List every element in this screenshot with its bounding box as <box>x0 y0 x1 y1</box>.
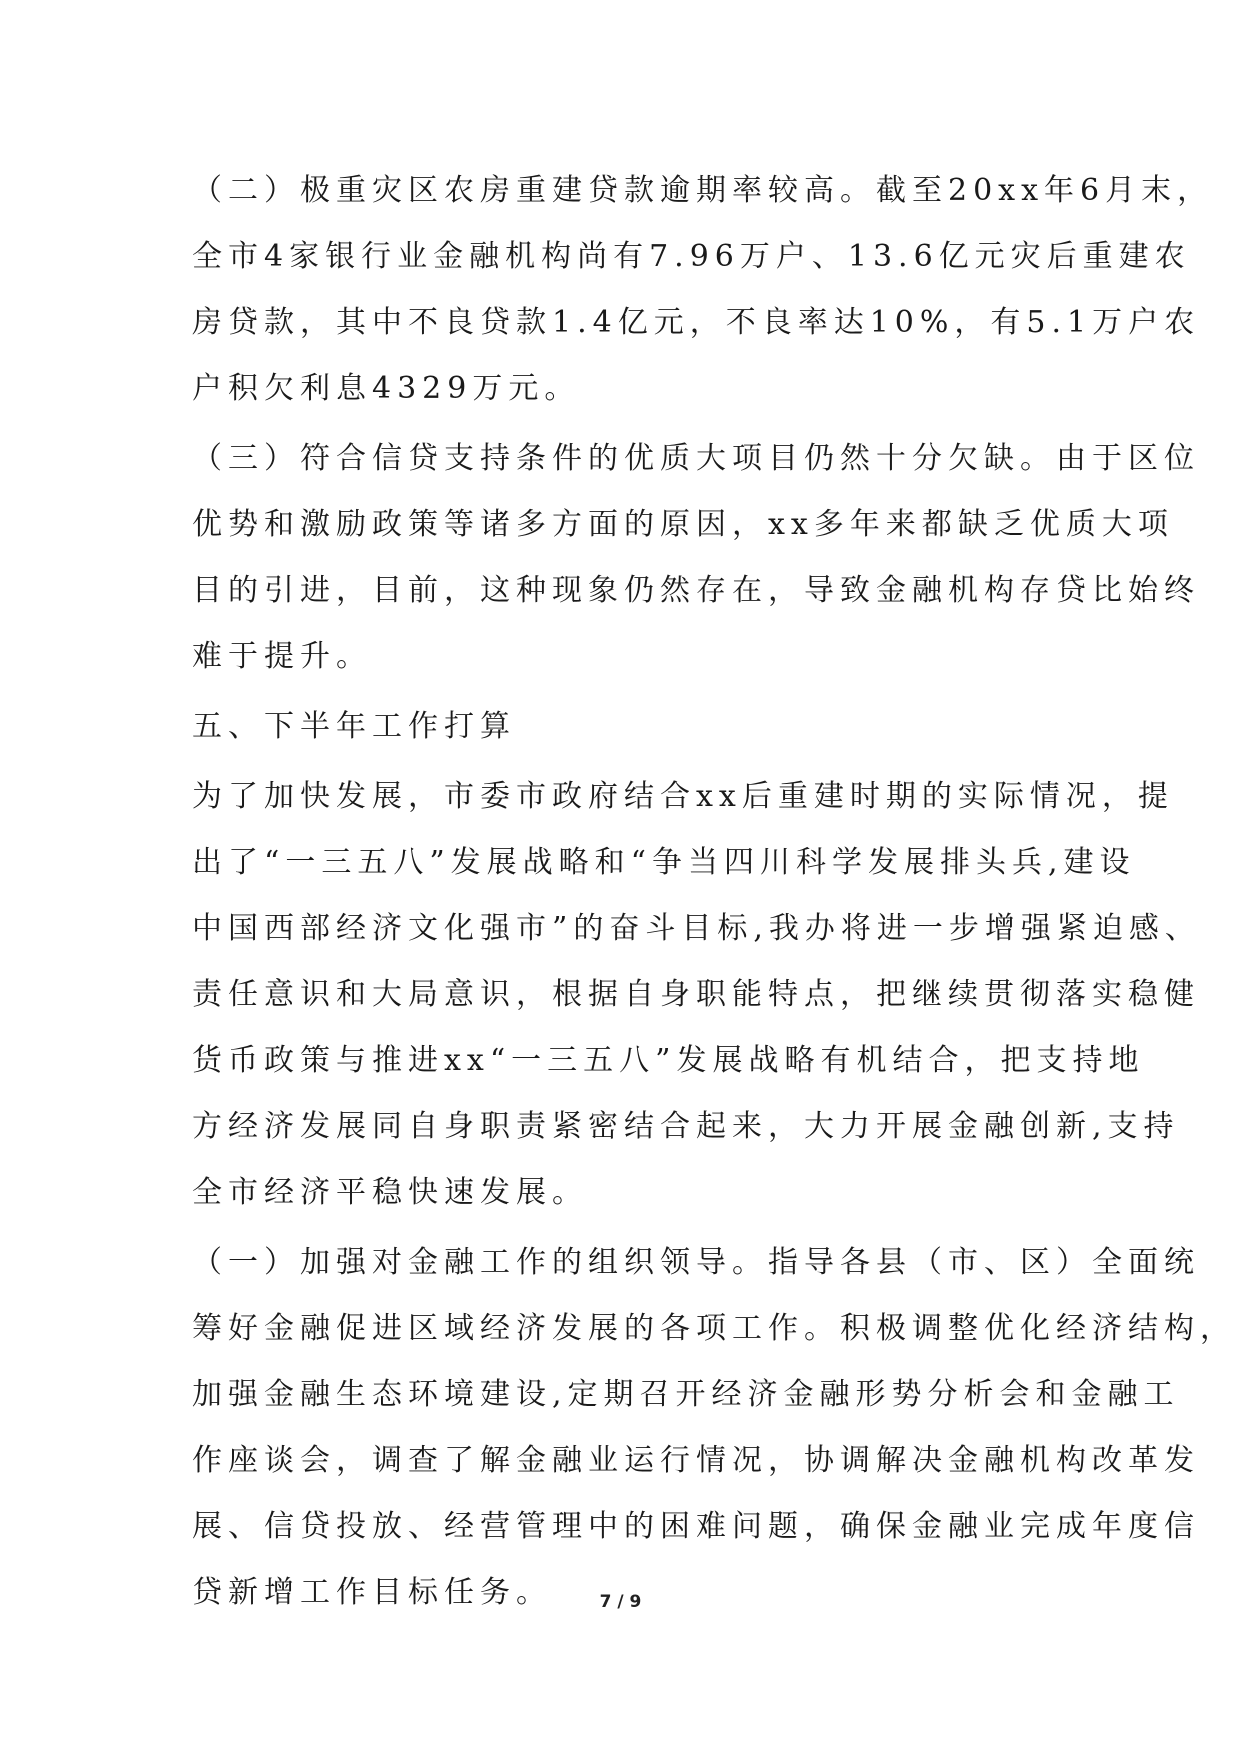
text-line: 筹好金融促进区域经济发展的各项工作。积极调整优化经济结构， <box>192 1311 1236 1346</box>
text-line: 难于提升。 <box>192 639 372 674</box>
paragraph-flood-housing-loans <box>192 158 1214 422</box>
text-line: 作座谈会，调查了解金融业运行情况，协调解决金融机构改革发 <box>192 1443 1200 1478</box>
text-line: 为了加快发展，市委市政府结合xx后重建时期的实际情况，提 <box>192 779 1174 814</box>
text-line: 全市4家银行业金融机构尚有7.96万户、13.6亿元灾后重建农 <box>192 239 1191 274</box>
paragraph-financial-leadership <box>192 1230 1236 1626</box>
text-line: 目的引进，目前，这种现象仍然存在，导致金融机构存贷比始终 <box>192 573 1200 608</box>
text-line: 展、信贷投放、经营管理中的困难问题，确保金融业完成年度信 <box>192 1509 1200 1544</box>
text-line: 加强金融生态环境建设,定期召开经济金融形势分析会和金融工 <box>192 1377 1180 1412</box>
heading-line: 五、下半年工作打算 <box>192 709 516 744</box>
text-line: 全市经济平稳快速发展。 <box>192 1175 588 1210</box>
paragraph-development-strategy <box>192 764 1201 1226</box>
page-number: 7 / 9 <box>599 1592 642 1612</box>
text-line: 货币政策与推进xx“一三五八”发展战略有机结合，把支持地 <box>192 1043 1145 1078</box>
text-line: 房贷款，其中不良贷款1.4亿元，不良率达10%，有5.1万户农 <box>192 305 1201 340</box>
text-line: 责任意识和大局意识，根据自身职能特点，把继续贯彻落实稳健 <box>192 977 1200 1012</box>
text-line: 出了“一三五八”发展战略和“争当四川科学发展排头兵,建设 <box>192 845 1136 880</box>
text-line: 贷新增工作目标任务。 <box>192 1575 552 1610</box>
text-line: 方经济发展同自身职责紧密结合起来，大力开展金融创新,支持 <box>192 1109 1180 1144</box>
text-line: 户积欠利息4329万元。 <box>192 371 581 406</box>
text-line: （三）符合信贷支持条件的优质大项目仍然十分欠缺。由于区位 <box>192 441 1200 476</box>
text-line: 优势和激励政策等诸多方面的原因，xx多年来都缺乏优质大项 <box>192 507 1174 542</box>
section-heading <box>192 694 1052 760</box>
text-line: （一）加强对金融工作的组织领导。指导各县（市、区）全面统 <box>192 1245 1200 1280</box>
text-line: （二）极重灾区农房重建贷款逾期率较高。截至20xx年6月末， <box>192 173 1214 208</box>
document-body <box>192 158 1236 1626</box>
text-line: 中国西部经济文化强市”的奋斗目标,我办将进一步增强紧迫感、 <box>192 911 1201 946</box>
paragraph-quality-projects <box>192 426 1200 690</box>
